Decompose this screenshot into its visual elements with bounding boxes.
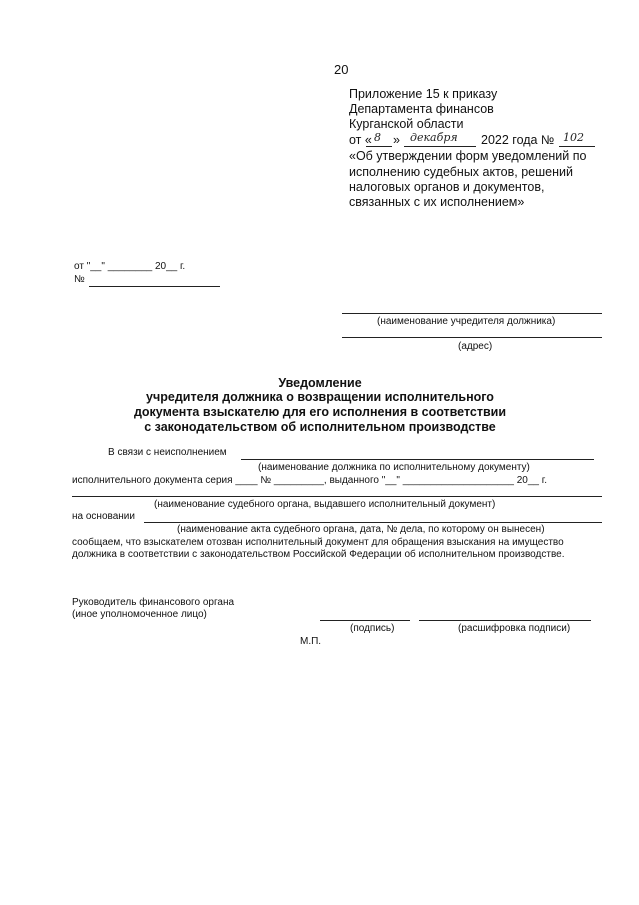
appendix-year: 2022 года №	[481, 133, 555, 147]
day-handwritten: 8	[374, 131, 381, 144]
appendix-line-2: Департамента финансов	[349, 102, 494, 116]
appendix-title-line-4: связанных с их исполнением»	[349, 195, 525, 209]
appendix-title-line-2: исполнению судебных актов, решений	[349, 165, 573, 179]
signature-caption: (подпись)	[350, 623, 395, 634]
heading-line-4: с законодательством об исполнительном производстве	[144, 420, 496, 434]
appendix-line-1: Приложение 15 к приказу	[349, 87, 498, 101]
decode-caption: (расшифровка подписи)	[458, 623, 571, 634]
month-underline	[404, 146, 476, 147]
heading-line-3: документа взыскателю для его исполнения в соответствии	[133, 405, 507, 419]
doc-series-line: исполнительного документа серия ____ № _________, выданного "__" ____________________ 20__ г.	[72, 475, 547, 486]
head-title-line-2: (иное уполномоченное лицо)	[72, 609, 207, 620]
month-handwritten: декабря	[410, 131, 458, 144]
notice-text-line-2: должника в соответствии с законодательством Российской Федерации об исполнительном производстве.	[72, 549, 565, 560]
act-caption: (наименование акта судебного органа, дата, № дела, по которому он вынесен)	[177, 524, 545, 535]
founder-caption: (наименование учредителя должника)	[377, 316, 556, 327]
outgoing-date-line: от "__" ________ 20__ г.	[74, 261, 186, 272]
appendix-date-prefix: от «	[349, 133, 372, 147]
heading-line-2: учредителя должника о возвращении исполнительного	[146, 390, 494, 404]
decode-line	[419, 620, 591, 621]
head-title-line-1: Руководитель финансового органа	[72, 597, 235, 608]
court-caption: (наименование судебного органа, выдавшего исполнительный документ)	[154, 499, 496, 510]
court-name-line	[72, 496, 602, 497]
appendix-title-line-3: налоговых органов и документов,	[349, 180, 545, 194]
day-underline	[366, 146, 392, 147]
debtor-name-line	[241, 459, 594, 460]
notice-text-line-1: сообщаем, что взыскателем отозван исполнительный документ для обращения взыскания на имущество	[72, 537, 564, 548]
founder-name-line	[342, 313, 602, 314]
basis-line	[144, 522, 602, 523]
appendix-title-line-1: «Об утверждении форм уведомлений по	[349, 149, 587, 163]
signature-line	[320, 620, 410, 621]
page-number: 20	[334, 62, 349, 77]
outgoing-number-underline	[89, 286, 220, 287]
number-handwritten: 102	[563, 131, 584, 144]
debtor-caption: (наименование должника по исполнительному документу)	[258, 462, 530, 473]
heading-line-1: Уведомление	[278, 376, 362, 390]
number-underline	[559, 146, 595, 147]
outgoing-number-label: №	[74, 274, 85, 285]
non-execution-label: В связи с неисполнением	[108, 447, 227, 458]
appendix-close-quote: »	[393, 133, 400, 147]
stamp-mark: М.П.	[300, 636, 322, 647]
address-line	[342, 337, 602, 338]
basis-label: на основании	[72, 511, 135, 522]
address-caption: (адрес)	[458, 341, 493, 352]
appendix-line-3: Курганской области	[349, 117, 464, 131]
